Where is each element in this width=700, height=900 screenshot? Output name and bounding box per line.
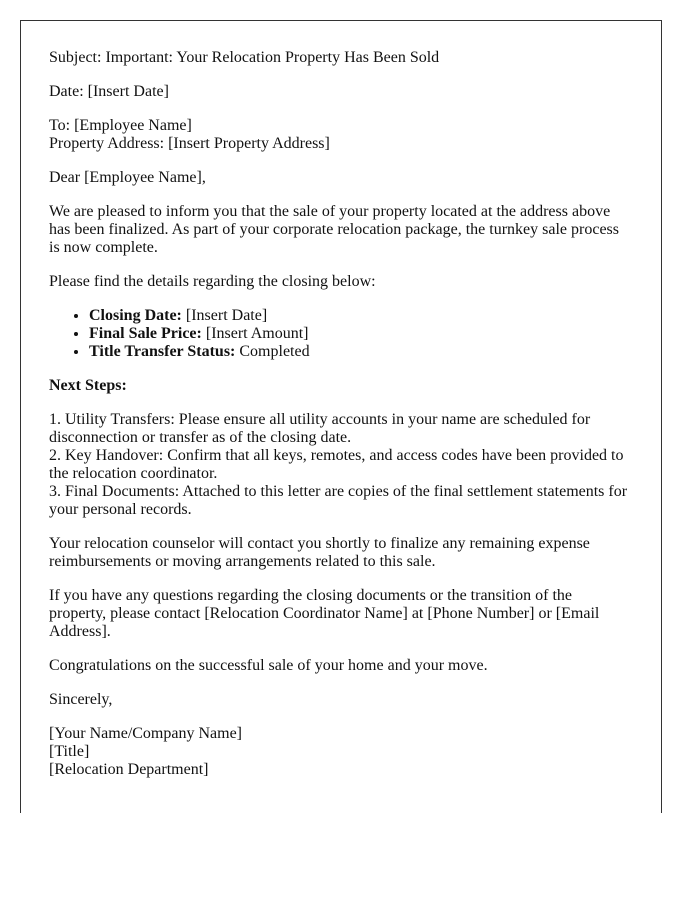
- counselor-paragraph: Your relocation counselor will contact you shortly to finalize any remaining expense reimbursements or moving arrangements related to this sale.: [49, 535, 590, 570]
- signature-name: [Your Name/Company Name]: [49, 725, 243, 742]
- date-line: Date: [Insert Date]: [49, 83, 169, 100]
- next-step: 2. Key Handover: Confirm that all keys, remotes, and access codes have been provided to the relocation coordinator.: [49, 447, 624, 482]
- detail-item: [89, 325, 631, 343]
- detail-item: [89, 307, 631, 325]
- salutation: Dear [Employee Name],: [49, 169, 206, 186]
- next-step: 1. Utility Transfers: Please ensure all utility accounts in your name are scheduled for disconnection or transfer as of the closing date.: [49, 411, 591, 446]
- recipient-block: [49, 117, 631, 153]
- next-step: 3. Final Documents: Attached to this letter are copies of the final settlement statements for your personal records.: [49, 483, 628, 518]
- detail-value: [Insert Date]: [181, 307, 268, 324]
- intro-paragraph: We are pleased to inform you that the sale of your property located at the address above has been finalized. As part of your corporate relocation package, the turnkey sale process is now complete.: [49, 203, 619, 256]
- detail-label: Closing Date:: [89, 307, 182, 324]
- next-steps-list: [49, 411, 631, 519]
- details-intro: Please find the details regarding the closing below:: [49, 273, 376, 290]
- signature-title: [Title]: [49, 743, 90, 760]
- signature-block: [49, 725, 631, 779]
- recipient-line: To: [Employee Name]: [49, 117, 192, 134]
- closing: Sincerely,: [49, 691, 113, 708]
- letter: [20, 20, 662, 813]
- signature-department: [Relocation Department]: [49, 761, 209, 778]
- detail-label: Title Transfer Status:: [89, 343, 236, 360]
- detail-label: Final Sale Price:: [89, 325, 202, 342]
- questions-paragraph: If you have any questions regarding the closing documents or the transition of the property, please contact [Relocation Coordinator Name] at [Phone Number] or [Email Address].: [49, 587, 600, 640]
- congrats-paragraph: Congratulations on the successful sale of your home and your move.: [49, 657, 488, 674]
- property-address-line: Property Address: [Insert Property Address]: [49, 135, 330, 152]
- closing-details-list: [49, 307, 631, 361]
- detail-item: [89, 343, 631, 361]
- next-steps-heading: [49, 377, 631, 395]
- detail-value: Completed: [235, 343, 310, 360]
- subject-line: Subject: Important: Your Relocation Property Has Been Sold: [49, 49, 440, 66]
- next-steps-heading-text: Next Steps:: [49, 377, 127, 394]
- detail-value: [Insert Amount]: [201, 325, 309, 342]
